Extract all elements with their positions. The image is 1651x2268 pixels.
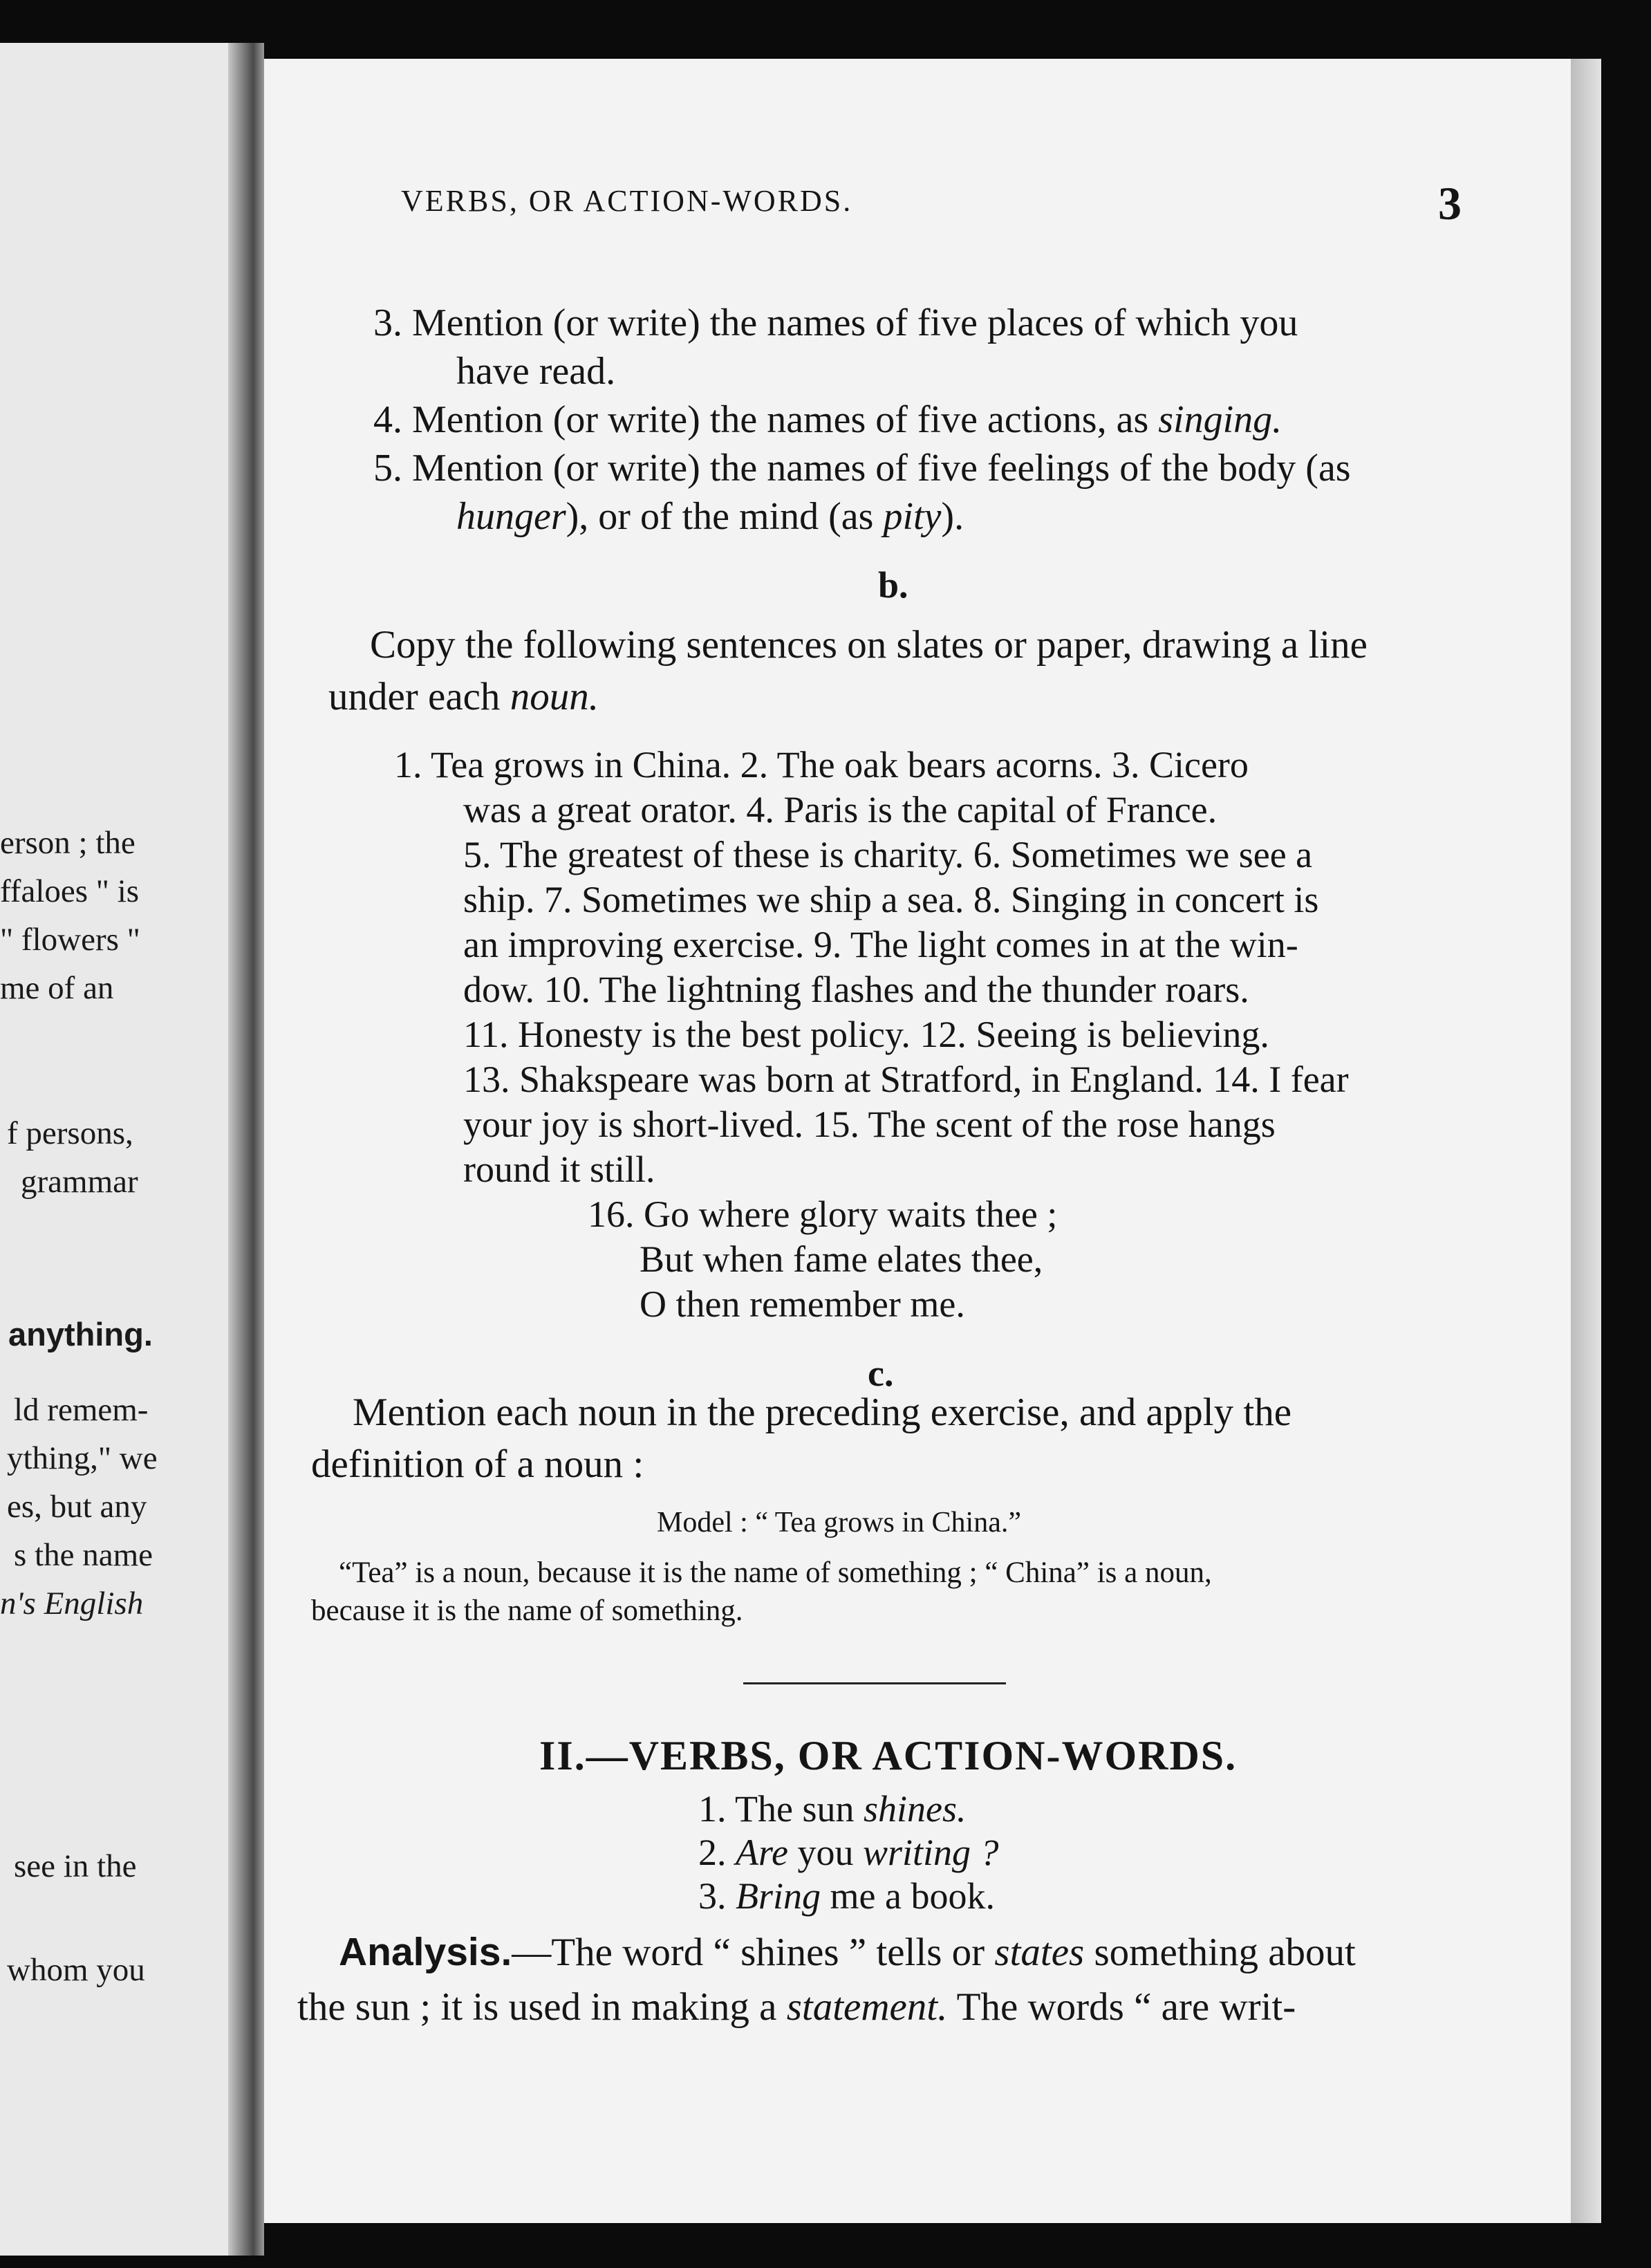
italic-span: shines. [864,1788,967,1830]
text-span: ). [941,495,964,538]
italic-span: Are [736,1832,788,1873]
analysis-label: Analysis. [339,1930,512,1974]
list-item-5: 5. Mention (or write) the names of five feelings of the body (as [373,447,1351,490]
analysis-paragraph-continued [297,1984,1431,2029]
left-fragment: es, but any [7,1489,147,1525]
list-item-3-continued: have read. [456,350,616,393]
section-title: II.—VERBS, OR ACTION-WORDS. [539,1733,1238,1778]
part-b-instruction-continued [328,674,1462,719]
part-c-instruction: Mention each noun in the preceding exercise, and apply the [353,1391,1292,1434]
left-fragment: grammar [21,1164,138,1200]
italic-span: writing ? [862,1832,999,1873]
model-heading: Model : “ Tea grows in China.” [657,1507,1022,1539]
page-number: 3 [1438,177,1462,230]
left-fragment: me of an [0,970,114,1006]
exercise-line: an improving exercise. 9. The light comes in at the win- [463,924,1298,965]
left-fragment: " flowers " [0,922,140,958]
left-fragment: erson ; the [0,825,136,861]
text-span: ), or of the mind (as [566,495,884,538]
exercise-line: was a great orator. 4. Paris is the capital of France. [463,789,1218,830]
exercise-line: your joy is short-lived. 15. The scent of the rose hangs [463,1104,1276,1145]
example-3 [698,1875,995,1917]
exercise-line: 5. The greatest of these is charity. 6. Sometimes we see a [463,834,1313,875]
text-span: 1. The sun [698,1788,864,1830]
list-item-3: 3. Mention (or write) the names of five places of which you [373,301,1298,344]
left-fragment: f persons, [7,1115,133,1151]
divider [743,1682,1006,1684]
part-b-heading: b. [878,564,908,606]
italic-span: noun. [510,675,599,718]
italic-span: Bring [736,1875,821,1917]
left-fragment: ffaloes " is [0,873,140,909]
exercise-line: dow. 10. The lightning flashes and the thunder roars. [463,969,1249,1010]
text-span: —The word “ shines ” tells or [512,1931,995,1974]
left-fragment: anything. [8,1316,153,1353]
book-spine [228,43,264,2256]
example-2 [698,1831,999,1874]
part-c-heading: c. [868,1353,894,1394]
page-edge [1571,59,1601,2223]
italic-span: states [994,1931,1085,1974]
left-fragment: see in the [14,1848,137,1884]
text-span: 4. Mention (or write) the names of five actions, as [373,398,1159,441]
italic-span: singing. [1158,398,1282,441]
italic-span: statement. [786,1985,948,2029]
poem-line: 16. Go where glory waits thee ; [588,1193,1058,1235]
poem-line: O then remember me. [640,1283,965,1325]
model-text-continued: because it is the name of something. [311,1595,743,1627]
text-span: the sun ; it is used in making a [297,1985,787,2029]
left-fragment: ld remem- [14,1392,149,1428]
left-fragment: s the name [14,1537,153,1573]
text-span: something about [1084,1931,1356,1974]
poem-line: But when fame elates thee, [640,1238,1043,1280]
running-head: VERBS, OR ACTION-WORDS. [401,184,853,218]
text-span: under each [328,675,510,718]
part-c-instruction-continued: definition of a noun : [311,1442,644,1486]
text-span: 3. [698,1875,736,1917]
model-text: “Tea” is a noun, because it is the name of something ; “ China” is a noun, [339,1556,1212,1589]
exercise-line: 1. Tea grows in China. 2. The oak bears acorns. 3. Cicero [394,744,1249,786]
example-1 [698,1787,967,1830]
text-span: me a book. [821,1875,995,1917]
italic-span: pity [883,495,942,538]
italic-span: hunger [456,495,566,538]
exercise-line: 13. Shakspeare was born at Stratford, in England. 14. I fear [463,1059,1349,1100]
text-span: The words “ are writ- [947,1985,1296,2029]
text-span: 2. [698,1832,736,1873]
left-fragment: n's English [0,1586,144,1621]
analysis-paragraph [339,1929,1473,1975]
left-page [0,43,228,2256]
list-item-5-continued [456,494,964,539]
exercise-line: ship. 7. Sometimes we ship a sea. 8. Singing in concert is [463,879,1319,920]
left-fragment: ything," we [7,1440,158,1476]
exercise-line: 11. Honesty is the best policy. 12. Seeing is believing. [463,1014,1269,1055]
part-b-instruction: Copy the following sentences on slates or paper, drawing a line [370,623,1368,667]
text-span: you [787,1832,863,1873]
list-item-4 [373,398,1473,442]
left-fragment: whom you [7,1952,145,1988]
exercise-line: round it still. [463,1149,655,1190]
